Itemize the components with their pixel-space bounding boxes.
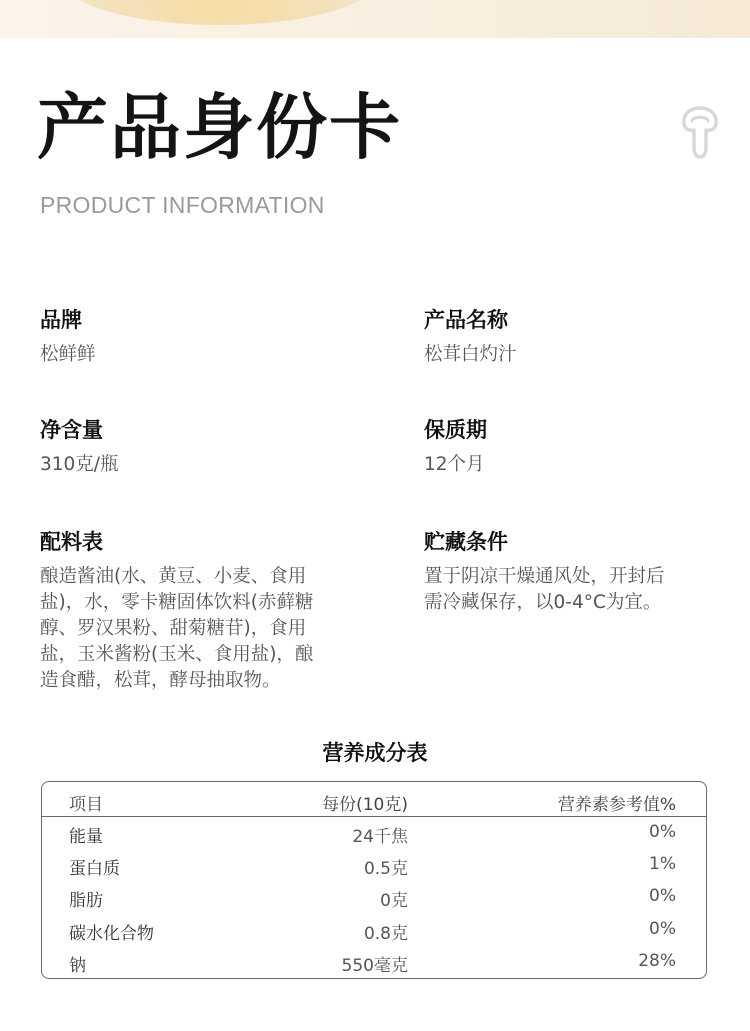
field-value: 12个月	[424, 454, 485, 475]
field-storage	[424, 532, 714, 616]
row-nrv: 1%	[649, 854, 676, 874]
row-nrv: 28%	[638, 951, 676, 971]
row-item: 钠	[69, 956, 86, 976]
row-item: 碳水化合物	[69, 924, 154, 944]
row-nrv: 0%	[649, 886, 676, 906]
row-amount: 550毫克	[341, 956, 408, 976]
table-row	[42, 880, 706, 912]
top-image-band	[0, 0, 750, 38]
mushroom-outline-icon	[680, 104, 720, 160]
field-label: 贮藏条件	[424, 530, 508, 554]
ingredients-line: 醇、罗汉果粉、甜菊糖苷)，食用	[40, 618, 307, 639]
row-amount: 24千焦	[352, 827, 408, 847]
field-value	[424, 564, 714, 616]
row-item: 蛋白质	[69, 859, 120, 879]
field-net-content	[40, 420, 119, 478]
table-row	[42, 945, 706, 977]
storage-line: 置于阴凉干燥通风处，开封后	[424, 566, 665, 587]
field-value	[40, 564, 370, 694]
ingredients-line: 盐，玉米酱粉(玉米、食用盐)，酿	[40, 644, 314, 665]
ingredients-line: 盐)，水，零卡糖固体饮料(赤藓糖	[40, 592, 314, 613]
field-value: 松鲜鲜	[40, 344, 96, 365]
header-item: 项目	[69, 795, 103, 815]
row-nrv: 0%	[649, 919, 676, 939]
field-label: 产品名称	[424, 308, 508, 332]
nutrition-title: 营养成分表	[322, 741, 428, 765]
field-ingredients	[40, 532, 370, 694]
field-label: 配料表	[40, 530, 103, 554]
row-item: 能量	[69, 827, 103, 847]
field-product-name	[424, 310, 517, 368]
table-row	[42, 848, 706, 880]
field-label: 保质期	[424, 418, 487, 442]
page-title: 产品身份卡	[37, 86, 403, 169]
page-subtitle: PRODUCT INFORMATION	[40, 192, 325, 218]
nutrition-table	[41, 781, 707, 979]
table-header-row	[42, 784, 706, 816]
header-nrv: 营养素参考值%	[557, 795, 676, 815]
field-shelf-life	[424, 420, 487, 478]
ingredients-line: 造食醋，松茸，酵母抽取物。	[40, 670, 281, 691]
table-row	[42, 913, 706, 945]
product-image-edge	[60, 0, 380, 25]
row-item: 脂肪	[69, 891, 103, 911]
field-label: 品牌	[40, 308, 82, 332]
row-amount: 0.8克	[363, 924, 408, 944]
field-label: 净含量	[40, 418, 103, 442]
row-amount: 0.5克	[363, 859, 408, 879]
row-nrv: 0%	[649, 822, 676, 842]
storage-line: 需冷藏保存，以0-4°C为宜。	[424, 592, 662, 613]
ingredients-line: 酿造酱油(水、黄豆、小麦、食用	[40, 566, 307, 587]
field-brand	[40, 310, 96, 368]
field-value: 松茸白灼汁	[424, 344, 517, 365]
field-value: 310克/瓶	[40, 454, 119, 475]
header-per-serving: 每份(10克)	[322, 795, 408, 815]
row-amount: 0克	[380, 891, 408, 911]
table-row	[42, 816, 706, 848]
